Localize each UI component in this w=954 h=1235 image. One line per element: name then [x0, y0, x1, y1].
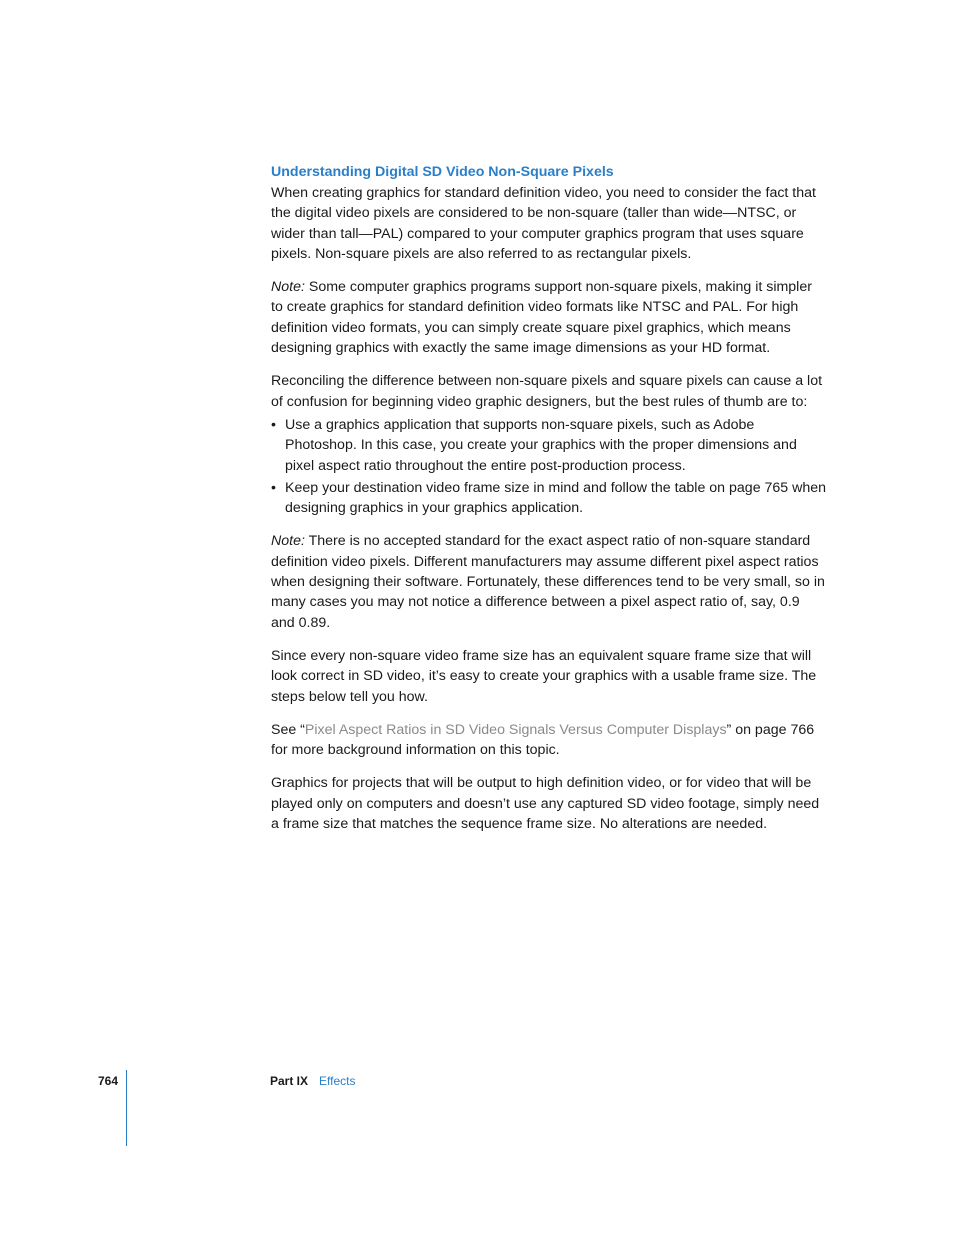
- footer-divider: [126, 1070, 127, 1146]
- section-heading: Understanding Digital SD Video Non-Square Pixels: [271, 164, 614, 180]
- main-content: [271, 162, 827, 834]
- bullet-marker: •: [271, 416, 276, 433]
- cross-reference-link[interactable]: Pixel Aspect Ratios in SD Video Signals Versus Computer Displays: [304, 721, 727, 738]
- note-text: There is no accepted standard for the exact aspect ratio of non-square standard definition video pixels. Different manufacturers may assume different pixel aspect ratios when designing their software. Fortunately, these differences tend to be very small, so in many cases you may not notice a difference between a pixel aspect ratio of, say, 0.9 and 0.89.: [271, 533, 825, 631]
- note-paragraph-2: [271, 531, 827, 632]
- graphics-paragraph: Graphics for projects that will be output to high definition video, or for video that will be played only on computers and doesn’t use any captured SD video footage, simply need a frame size that matches the sequence frame size. No alterations are needed.: [271, 775, 820, 833]
- note-text: Some computer graphics programs support non-square pixels, making it simpler to create graphics for standard definition video formats like NTSC and PAL. For high definition video formats, you can simply create square pixel graphics, which means designing graphics with exactly the same image dimensions as your HD format.: [271, 279, 812, 357]
- page-number: 764: [98, 1074, 119, 1088]
- list-item-text: Use a graphics application that supports non-square pixels, such as Adobe Photoshop. In this case, you create your graphics with the proper dimensions and pixel aspect ratio throughout the entire post-production process.: [285, 416, 797, 474]
- see-paragraph: [271, 720, 827, 761]
- bullet-marker: •: [271, 479, 276, 496]
- see-prefix: See “: [271, 721, 305, 738]
- see-suffix: ” on page 766 for more background information on this topic.: [271, 721, 815, 759]
- footer-section-link[interactable]: Effects: [319, 1074, 356, 1088]
- list-item-text: Keep your destination video frame size in mind and follow the table on page 765 when designing graphics in your graphics application.: [285, 479, 827, 517]
- list-item: [271, 478, 827, 519]
- note-label: Note:: [271, 279, 305, 296]
- rules-list: [271, 415, 827, 518]
- note-label: Note:: [271, 533, 305, 550]
- since-paragraph: Since every non-square video frame size has an equivalent square frame size that will look correct in SD video, it’s easy to create your graphics with a usable frame size. The steps below tell you how.: [271, 647, 817, 705]
- footer-part-label: Part IX: [270, 1074, 309, 1088]
- list-item: [271, 415, 827, 476]
- intro-paragraph: When creating graphics for standard definition video, you need to consider the fact that the digital video pixels are considered to be non-square (taller than wide—NTSC, or wider than tall—PAL) compared to your computer graphics program that uses square pixels. Non-square pixels are also referred to as rectangular pixels.: [271, 185, 816, 262]
- reconcile-paragraph: Reconciling the difference between non-square pixels and square pixels can cause a lot of confusion for beginning video graphic designers, but the best rules of thumb are to:: [271, 373, 823, 410]
- note-paragraph-1: [271, 277, 827, 358]
